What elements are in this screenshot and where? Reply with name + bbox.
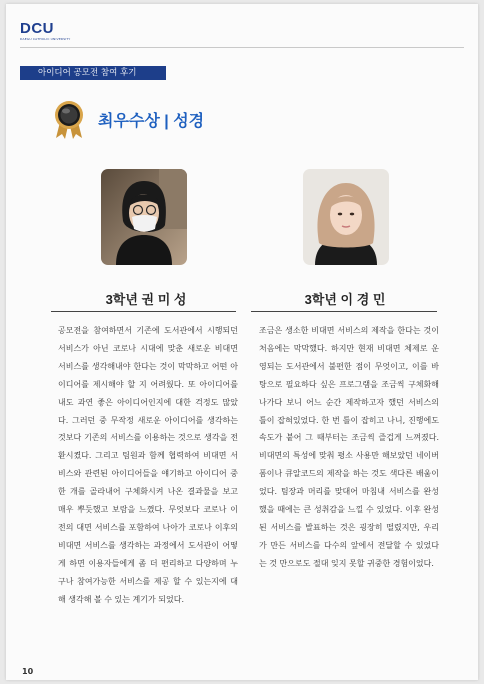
award-title: 최우수상 | 성경 (98, 113, 205, 130)
name-underline-1 (51, 311, 236, 312)
testimonial-text-1: 공모전을 참여하면서 기존에 도서관에서 시행되던 서비스가 아닌 코로나 시대에 맞춘 새로운 비대면 서비스를 생각해내야 한다는 것이 막막하고 어떤 아이디어를 제시해야 할 지 어려웠다. 또 아이디어를 내도 과연 좋은 아이디어인지에 대한 걱정도 많았다. 그러던 중 무작정 새로운 아이디어를 생각하는 것보다 기존의 서비스를 이용하는 것으로 생각을 전환시켰다. 그리고 팀원과 함께 협력하여 비대면 서비스와 관련된 아이디어들을 얘기하고 아이디어 중 한 개를 골라내어 구체화시켜 나온 결과물을 보고 매우 뿌듯했고 보람을 느꼈다. 무엇보다 코로나 이전의 대면 서비스를 포함하여 나아가 코로나 이후의 비대면 서비스를 생각하는 과정에서 도서관이 어떻게 하면 이용자들에게 좀 더 편리하고 다양하며 누구나 참여가능한 서비스를 제공 할 수 있는지에 대해 생각해 볼 수 있는 계기가 되었다. (58, 326, 238, 604)
page-number: 10 (22, 667, 34, 676)
participant-photo-1 (101, 169, 187, 265)
participant-photo-2 (303, 169, 389, 265)
name-underline-2 (251, 311, 437, 312)
medal-icon (52, 100, 86, 140)
dcu-logo: DCU (20, 20, 54, 37)
header-divider (20, 47, 464, 48)
dcu-logo-subtitle: DAEGU CATHOLIC UNIVERSITY (20, 37, 71, 41)
page (6, 4, 478, 680)
participant-name-1: 3학년 권 미 성 (105, 292, 187, 307)
testimonial-text-2: 조금은 생소한 비대면 서비스의 제작을 한다는 것이 처음에는 막막했다. 하지만 현재 비대면 체제로 운영되는 도서관에서 불편한 점이 무엇이고, 이를 바탕으로 필요하다 싶은 프로그램을 조금씩 구체화해나가다 보니 어느 순간 제작하고자 했던 서비스의 틀이 잡혀있었다. 한 번 틀이 잡히고 나니, 진행에도 속도가 붙어 그 때부터는 조금씩 즐겁게 느껴졌다. 비대면의 특성에 맞춰 평소 사용만 해보았던 네이버 폼이나 큐알코드의 제작을 하는 것도 색다른 배움이었다. 팀장과 머리를 맞대어 마침내 서비스를 완성했을 때에는 큰 성취감을 느낄 수 있었다. 이후 완성된 서비스를 발표하는 것은 굉장히 떨렸지만, 우리가 만든 서비스를 다수의 앞에서 전달할 수 있었다는 것 만으로도 절대 잊지 못할 귀중한 경험이었다. (259, 326, 439, 568)
participant-name-2: 3학년 이 경 민 (304, 292, 386, 307)
section-banner: 아이디어 공모전 참여 후기 (20, 66, 166, 80)
